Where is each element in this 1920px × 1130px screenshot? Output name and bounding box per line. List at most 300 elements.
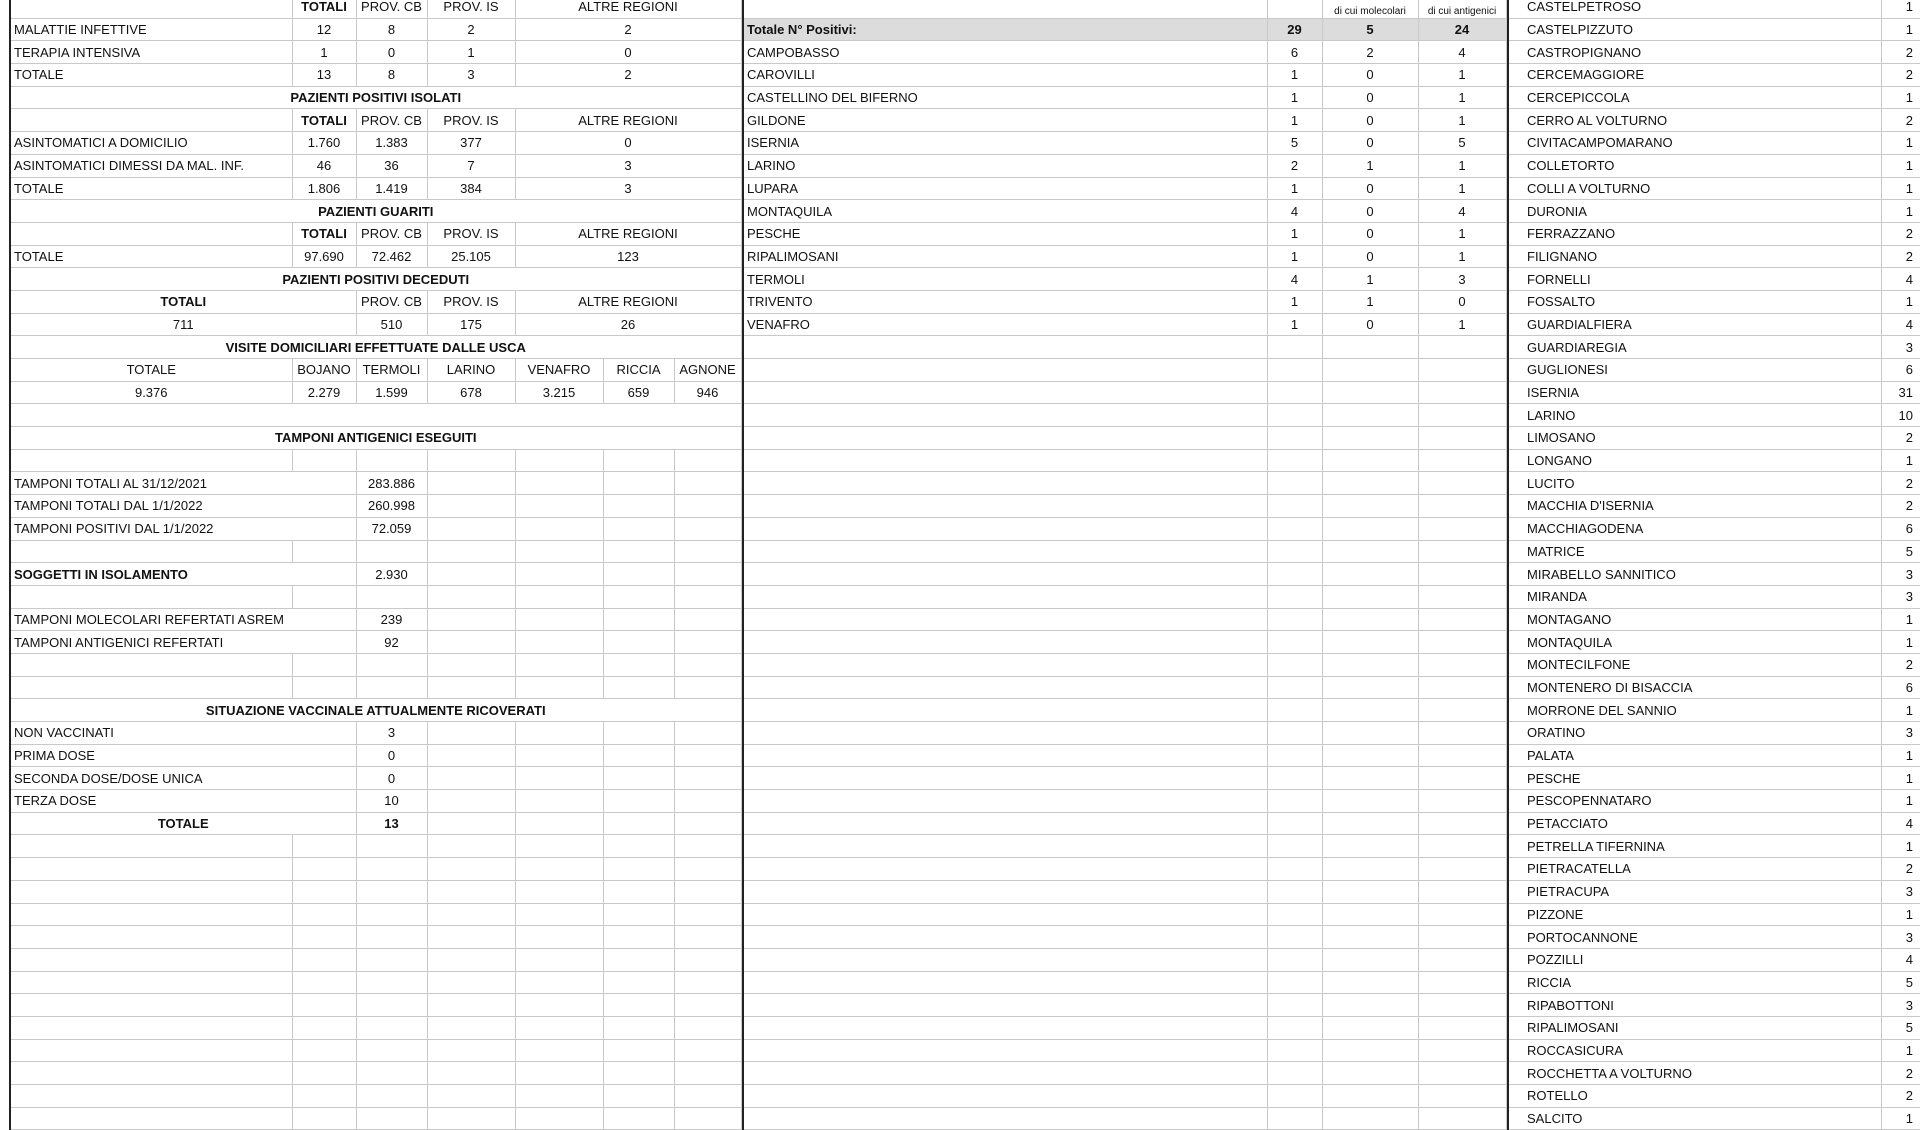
section-title: PAZIENTI POSITIVI ISOLATI [10, 86, 741, 109]
data-row [10, 381, 741, 404]
table-cell [1418, 767, 1506, 790]
table-cell [515, 835, 603, 858]
table-cell: 1 [1267, 222, 1322, 245]
section-title-row [10, 268, 741, 291]
table-cell [292, 676, 356, 699]
table-cell [1322, 1107, 1418, 1130]
count-value: 1 [1881, 154, 1920, 177]
municipality-name: LARINO [1508, 404, 1881, 427]
table-cell [743, 722, 1267, 745]
data-row [1508, 722, 1920, 745]
blank-row [743, 427, 1506, 450]
table-cell [674, 1062, 741, 1085]
table-cell [10, 676, 292, 699]
table-cell: 3 [515, 154, 741, 177]
table-cell [427, 540, 515, 563]
count-value: 4 [1881, 812, 1920, 835]
table-cell [1267, 359, 1322, 382]
table-cell [1322, 427, 1418, 450]
municipality-name: ROTELLO [1508, 1085, 1881, 1108]
data-row [1508, 926, 1920, 949]
table-cell [743, 948, 1267, 971]
row-label: NON VACCINATI [10, 722, 356, 745]
blank-row [10, 1085, 741, 1108]
table-cell [1267, 631, 1322, 654]
row-label: TAMPONI TOTALI DAL 1/1/2022 [10, 495, 356, 518]
data-row [1508, 880, 1920, 903]
municipality-name: FERRAZZANO [1508, 222, 1881, 245]
table-cell [515, 971, 603, 994]
table-cell [292, 540, 356, 563]
table-cell: 1 [1267, 86, 1322, 109]
table-cell [515, 1062, 603, 1085]
municipality-name: MONTENERO DI BISACCIA [1508, 676, 1881, 699]
table-cell: 7 [427, 154, 515, 177]
table-cell [603, 540, 674, 563]
column-header: di cui antigenici [1418, 0, 1506, 18]
table-cell [10, 903, 292, 926]
count-value: 5 [1881, 540, 1920, 563]
municipality-name: POZZILLI [1508, 948, 1881, 971]
column-header: ALTRE REGIONI [515, 109, 741, 132]
table-cell [515, 517, 603, 540]
table-cell [1418, 517, 1506, 540]
table-cell: 239 [356, 608, 427, 631]
table-cell: 377 [427, 132, 515, 155]
table-cell [1418, 1016, 1506, 1039]
column-header: TOTALI [292, 109, 356, 132]
data-row [10, 245, 741, 268]
table-cell [427, 449, 515, 472]
table-cell [515, 926, 603, 949]
column-header: PROV. CB [356, 290, 427, 313]
count-value: 1 [1881, 1039, 1920, 1062]
column-header: AGNONE [674, 359, 741, 382]
data-row [1508, 767, 1920, 790]
table-cell: 1 [1418, 86, 1506, 109]
table-cell [674, 971, 741, 994]
table-cell: 0 [1322, 177, 1418, 200]
blank-row [743, 653, 1506, 676]
table-cell [743, 631, 1267, 654]
table-cell: 3 [356, 722, 427, 745]
table-cell [1267, 0, 1322, 18]
row-label: TOTALE [10, 177, 292, 200]
data-row [1508, 1062, 1920, 1085]
data-row [1508, 1085, 1920, 1108]
table-cell [743, 812, 1267, 835]
table-cell [603, 517, 674, 540]
table-cell: 1.419 [356, 177, 427, 200]
blank-row [10, 653, 741, 676]
column-header: PROV. CB [356, 222, 427, 245]
table-cell [743, 381, 1267, 404]
data-row [10, 722, 741, 745]
count-value: 1 [1881, 290, 1920, 313]
table-cell [356, 540, 427, 563]
table-cell: 1 [292, 41, 356, 64]
data-row [743, 222, 1506, 245]
data-row [743, 64, 1506, 87]
table-cell: 2 [515, 18, 741, 41]
table-cell: 10 [356, 790, 427, 813]
table-cell [356, 449, 427, 472]
table-cell: 1 [427, 41, 515, 64]
column-header: VENAFRO [515, 359, 603, 382]
blank-row [743, 722, 1506, 745]
table-cell: 0 [356, 767, 427, 790]
data-row [1508, 132, 1920, 155]
table-cell [427, 812, 515, 835]
table-cell: 1.599 [356, 381, 427, 404]
table-cell [292, 971, 356, 994]
data-row [1508, 585, 1920, 608]
table-cell [427, 880, 515, 903]
table-cell [515, 676, 603, 699]
table-cell: 1 [1267, 109, 1322, 132]
row-label: TAMPONI TOTALI AL 31/12/2021 [10, 472, 356, 495]
table-cell [427, 858, 515, 881]
table-cell [1267, 903, 1322, 926]
table-cell [1322, 631, 1418, 654]
row-label: SOGGETTI IN ISOLAMENTO [10, 563, 356, 586]
municipality-name: LUPARA [743, 177, 1267, 200]
table-cell [1267, 858, 1322, 881]
blank-row [743, 631, 1506, 654]
table-cell [292, 653, 356, 676]
municipality-name: DURONIA [1508, 200, 1881, 223]
table-cell: 92 [356, 631, 427, 654]
table-cell [356, 1039, 427, 1062]
blank-row [743, 472, 1506, 495]
column-header: PROV. IS [427, 222, 515, 245]
table-cell [1267, 676, 1322, 699]
data-row [1508, 177, 1920, 200]
municipality-name: ROCCASICURA [1508, 1039, 1881, 1062]
table-cell [292, 903, 356, 926]
table-cell [743, 359, 1267, 382]
data-row [743, 200, 1506, 223]
table-cell [603, 585, 674, 608]
blank-row [743, 1107, 1506, 1130]
municipality-name: COLLI A VOLTURNO [1508, 177, 1881, 200]
data-row [10, 744, 741, 767]
table-cell: 3.215 [515, 381, 603, 404]
table-cell [356, 926, 427, 949]
table-cell [743, 608, 1267, 631]
table-cell [10, 1062, 292, 1085]
table-cell [515, 767, 603, 790]
table-cell [674, 926, 741, 949]
table-cell [1418, 699, 1506, 722]
count-value: 1 [1881, 767, 1920, 790]
table-cell [674, 631, 741, 654]
count-value: 2 [1881, 495, 1920, 518]
table-cell [515, 563, 603, 586]
section-title: PAZIENTI POSITIVI DECEDUTI [10, 268, 741, 291]
table-cell: 1 [1418, 222, 1506, 245]
table-cell [1267, 971, 1322, 994]
blank-row [10, 676, 741, 699]
table-cell: 5 [1418, 132, 1506, 155]
column-header: BOJANO [292, 359, 356, 382]
table-cell [427, 1107, 515, 1130]
count-value: 10 [1881, 404, 1920, 427]
blank-row [743, 381, 1506, 404]
count-value: 1 [1881, 200, 1920, 223]
table-cell [515, 1107, 603, 1130]
municipality-name: RIPALIMOSANI [743, 245, 1267, 268]
table-cell [1267, 381, 1322, 404]
table-cell [674, 812, 741, 835]
data-row [743, 268, 1506, 291]
blank-row [743, 1062, 1506, 1085]
table-cell [674, 472, 741, 495]
table-cell [356, 585, 427, 608]
table-cell [1418, 404, 1506, 427]
municipality-name: COLLETORTO [1508, 154, 1881, 177]
section-title-row [10, 699, 741, 722]
table-cell [1322, 971, 1418, 994]
count-value: 3 [1881, 994, 1920, 1017]
table-cell [674, 585, 741, 608]
municipality-name: MORRONE DEL SANNIO [1508, 699, 1881, 722]
table-cell [515, 722, 603, 745]
table-cell [603, 858, 674, 881]
count-value: 2 [1881, 427, 1920, 450]
table-cell [427, 926, 515, 949]
municipality-name: ROCCHETTA A VOLTURNO [1508, 1062, 1881, 1085]
table-cell [515, 449, 603, 472]
table-cell [515, 948, 603, 971]
count-value: 1 [1881, 608, 1920, 631]
row-label: TOTALE [10, 245, 292, 268]
table-cell [674, 767, 741, 790]
table-cell [674, 563, 741, 586]
count-value: 1 [1881, 177, 1920, 200]
municipality-name: PIZZONE [1508, 903, 1881, 926]
table-cell [10, 994, 292, 1017]
count-value: 2 [1881, 109, 1920, 132]
total-row [10, 812, 741, 835]
table-cell: 5 [1267, 132, 1322, 155]
table-cell [292, 835, 356, 858]
table-cell [1418, 449, 1506, 472]
table-cell: 1.760 [292, 132, 356, 155]
blank-row [10, 1107, 741, 1130]
table-cell [1322, 653, 1418, 676]
municipality-name: TERMOLI [743, 268, 1267, 291]
table-cell: 46 [292, 154, 356, 177]
header-row [10, 0, 741, 18]
table-cell: 510 [356, 313, 427, 336]
table-cell: 0 [1322, 200, 1418, 223]
data-row [1508, 86, 1920, 109]
label-cell [10, 222, 292, 245]
table-cell: 36 [356, 154, 427, 177]
table-cell [427, 631, 515, 654]
table-cell [1267, 449, 1322, 472]
table-cell [292, 1062, 356, 1085]
blank-row [10, 404, 741, 427]
table-cell [1322, 472, 1418, 495]
table-cell [1267, 608, 1322, 631]
data-row [1508, 1016, 1920, 1039]
table-cell [10, 585, 292, 608]
table-cell [1322, 767, 1418, 790]
count-value: 1 [1881, 132, 1920, 155]
table-cell [743, 1085, 1267, 1108]
table-cell [743, 495, 1267, 518]
table-cell [603, 722, 674, 745]
table-cell [674, 653, 741, 676]
table-cell [1322, 517, 1418, 540]
table-cell: 2 [1267, 154, 1322, 177]
data-row [1508, 449, 1920, 472]
blank-row [10, 880, 741, 903]
blank-row [743, 767, 1506, 790]
table-cell [674, 880, 741, 903]
count-value: 1 [1881, 790, 1920, 813]
table-cell [427, 994, 515, 1017]
table-cell: 123 [515, 245, 741, 268]
table-cell: 97.690 [292, 245, 356, 268]
table-cell [1267, 540, 1322, 563]
table-cell: 1.806 [292, 177, 356, 200]
section-title-row [10, 336, 741, 359]
total-value: 5 [1322, 18, 1418, 41]
municipality-name: CASTELLINO DEL BIFERNO [743, 86, 1267, 109]
table-cell [1418, 722, 1506, 745]
data-row [1508, 631, 1920, 654]
data-row [1508, 109, 1920, 132]
column-header: RICCIA [603, 359, 674, 382]
data-row [1508, 404, 1920, 427]
table-cell [1418, 540, 1506, 563]
table-cell [292, 994, 356, 1017]
count-value: 2 [1881, 41, 1920, 64]
table-cell [515, 585, 603, 608]
municipality-name: CASTROPIGNANO [1508, 41, 1881, 64]
table-cell [603, 1039, 674, 1062]
table-cell [292, 1039, 356, 1062]
table-cell [743, 563, 1267, 586]
blank-row [743, 744, 1506, 767]
table-cell [10, 948, 292, 971]
data-row [10, 41, 741, 64]
table-cell [743, 699, 1267, 722]
table-cell [743, 517, 1267, 540]
column-header: PROV. CB [356, 0, 427, 18]
municipality-name: PIETRACATELLA [1508, 858, 1881, 881]
table-cell: 1 [1267, 177, 1322, 200]
table-cell [674, 903, 741, 926]
data-row [1508, 427, 1920, 450]
blank-row [10, 994, 741, 1017]
table-cell [603, 1107, 674, 1130]
table-cell [427, 1039, 515, 1062]
table-cell [603, 1085, 674, 1108]
table-cell [356, 1085, 427, 1108]
table-cell [1322, 336, 1418, 359]
data-row [10, 517, 741, 540]
municipality-name: FILIGNANO [1508, 245, 1881, 268]
table-cell [10, 1016, 292, 1039]
table-cell [743, 858, 1267, 881]
total-value: 24 [1418, 18, 1506, 41]
data-row [10, 472, 741, 495]
table-cell [10, 1039, 292, 1062]
blank-row [743, 540, 1506, 563]
blank-row [10, 1016, 741, 1039]
row-label: TAMPONI ANTIGENICI REFERTATI [10, 631, 356, 654]
table-cell [1418, 880, 1506, 903]
count-value: 2 [1881, 245, 1920, 268]
table-cell [674, 790, 741, 813]
count-value: 2 [1881, 858, 1920, 881]
municipality-name: CAROVILLI [743, 64, 1267, 87]
data-row [1508, 18, 1920, 41]
table-cell [427, 653, 515, 676]
table-cell [1418, 948, 1506, 971]
table-cell [1418, 858, 1506, 881]
data-row [1508, 540, 1920, 563]
table-cell [743, 790, 1267, 813]
total-label: Totale N° Positivi: [743, 18, 1267, 41]
count-value: 4 [1881, 268, 1920, 291]
count-value: 1 [1881, 86, 1920, 109]
municipality-name: PETRELLA TIFERNINA [1508, 835, 1881, 858]
table-cell [1322, 699, 1418, 722]
municipality-name: SALCITO [1508, 1107, 1881, 1130]
table-cell: 0 [1322, 109, 1418, 132]
table-cell [515, 1016, 603, 1039]
municipality-name: PIETRACUPA [1508, 880, 1881, 903]
table-cell: 0 [1418, 290, 1506, 313]
table-cell [743, 926, 1267, 949]
blank-row [743, 971, 1506, 994]
table-cell [515, 495, 603, 518]
data-row [1508, 1039, 1920, 1062]
table-cell [1322, 359, 1418, 382]
table-cell [743, 676, 1267, 699]
table-cell [292, 1107, 356, 1130]
blank-row [743, 1039, 1506, 1062]
table-cell: 946 [674, 381, 741, 404]
blank-row [743, 336, 1506, 359]
blank-row [743, 903, 1506, 926]
table-cell [427, 517, 515, 540]
column-header: PROV. IS [427, 109, 515, 132]
data-row [1508, 835, 1920, 858]
table-cell [603, 563, 674, 586]
data-row [1508, 64, 1920, 87]
table-cell [743, 0, 1267, 18]
municipality-name: MONTAQUILA [743, 200, 1267, 223]
blank-row [10, 971, 741, 994]
table-cell [603, 994, 674, 1017]
data-row [743, 86, 1506, 109]
blank-row [10, 948, 741, 971]
column-header: PROV. CB [356, 109, 427, 132]
table-cell [603, 653, 674, 676]
blank-row [743, 585, 1506, 608]
count-value: 1 [1881, 699, 1920, 722]
municipality-name: ISERNIA [743, 132, 1267, 155]
table-cell [743, 880, 1267, 903]
table-cell [674, 449, 741, 472]
data-row [1508, 381, 1920, 404]
